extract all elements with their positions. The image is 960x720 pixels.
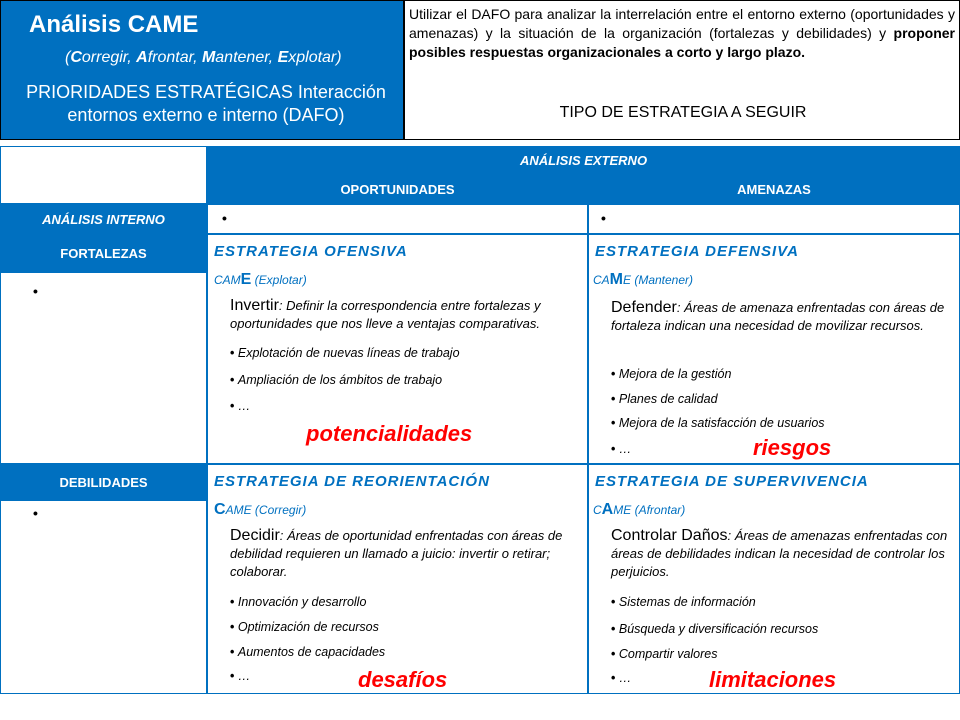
title-box bbox=[0, 0, 404, 140]
offensive-description: Invertir: Definir la correspondencia entre fortalezas y oportunidades que nos lleve a ventajas comparativas. bbox=[230, 297, 541, 331]
survival-description: Controlar Daños: Áreas de amenazas enfrentadas con áreas de debilidades indican la necesidad de controlar los perjuicios. bbox=[611, 527, 948, 579]
reorientation-item-3: • Aumentos de capacidades bbox=[230, 645, 385, 659]
weaknesses-header: DEBILIDADES bbox=[0, 464, 207, 500]
survival-tag: limitaciones bbox=[709, 667, 837, 692]
reorientation-item-1: • Innovación y desarrollo bbox=[230, 595, 366, 609]
opportunities-cell bbox=[207, 204, 588, 234]
survival-strategy-cell bbox=[588, 464, 960, 694]
survival-item-3: • Compartir valores bbox=[611, 647, 718, 661]
strengths-bullet: • bbox=[33, 283, 38, 299]
offensive-tag: potencialidades bbox=[306, 421, 473, 446]
opportunities-bullet: • bbox=[222, 210, 227, 226]
strengths-cell bbox=[0, 272, 207, 464]
survival-item-2: • Búsqueda y diversificación recursos bbox=[611, 622, 818, 636]
title: Análisis CAME bbox=[29, 11, 199, 38]
survival-came: CAME (Afrontar) bbox=[593, 501, 686, 518]
survival-item-4: • … bbox=[611, 671, 631, 685]
defensive-description: Defender: Áreas de amenaza enfrentadas con áreas de fortaleza indican una necesidad de movilizar recursos. bbox=[611, 299, 945, 333]
internal-analysis-header: ANÁLISIS INTERNO bbox=[0, 204, 207, 234]
survival-item-1: • Sistemas de información bbox=[611, 595, 756, 609]
offensive-item-3: • … bbox=[230, 399, 250, 413]
strengths-header: FORTALEZAS bbox=[0, 234, 207, 272]
threats-bullet: • bbox=[601, 210, 606, 226]
intro-box bbox=[404, 0, 960, 140]
reorientation-tag: desafíos bbox=[358, 667, 448, 692]
weaknesses-bullet: • bbox=[33, 505, 38, 521]
defensive-item-2: • Planes de calidad bbox=[611, 392, 718, 406]
weaknesses-cell bbox=[0, 500, 207, 694]
defensive-title: ESTRATEGIA DEFENSIVA bbox=[595, 243, 799, 260]
reorientation-title: ESTRATEGIA DE REORIENTACIÓN bbox=[214, 473, 490, 490]
intro-text: Utilizar el DAFO para analizar la interrelación entre el entorno externo (oportunidades y amenazas) y la situación de la organización (fortalezas y debilidades) y proponer posibles respuestas organizacionales a corto y largo plazo. bbox=[409, 6, 955, 60]
offensive-strategy-cell bbox=[207, 234, 588, 464]
offensive-title: ESTRATEGIA OFENSIVA bbox=[214, 243, 408, 260]
defensive-item-3: • Mejora de la satisfacción de usuarios bbox=[611, 416, 825, 430]
priorities-text: PRIORIDADES ESTRATÉGICAS Interacción entornos externo e interno (DAFO) bbox=[26, 82, 386, 125]
defensive-item-1: • Mejora de la gestión bbox=[611, 367, 731, 381]
offensive-came: CAME (Explotar) bbox=[214, 271, 307, 288]
defensive-strategy-cell bbox=[588, 234, 960, 464]
reorientation-item-2: • Optimización de recursos bbox=[230, 620, 379, 634]
offensive-item-2: • Ampliación de los ámbitos de trabajo bbox=[230, 373, 442, 387]
reorientation-item-4: • … bbox=[230, 669, 250, 683]
left-column-frame bbox=[0, 146, 207, 204]
reorientation-strategy-cell bbox=[207, 464, 588, 694]
reorientation-came: CAME (Corregir) bbox=[214, 501, 307, 518]
threats-header: AMENAZAS bbox=[588, 174, 960, 204]
defensive-tag: riesgos bbox=[753, 435, 832, 460]
survival-title: ESTRATEGIA DE SUPERVIVENCIA bbox=[595, 473, 869, 490]
opportunities-header: OPORTUNIDADES bbox=[207, 174, 588, 204]
reorientation-description: Decidir: Áreas de oportunidad enfrentadas con áreas de debilidad requieren un llamado a juicio: invertir o retirar; colaborar. bbox=[230, 527, 563, 579]
threats-cell bbox=[588, 204, 960, 234]
subtitle: (Corregir, Afrontar, Mantener, Explotar) bbox=[65, 49, 342, 66]
defensive-came: CAME (Mantener) bbox=[593, 271, 694, 288]
strategy-type-heading: TIPO DE ESTRATEGIA A SEGUIR bbox=[559, 104, 807, 121]
defensive-item-4: • … bbox=[611, 442, 631, 456]
offensive-item-1: • Explotación de nuevas líneas de trabajo bbox=[230, 346, 460, 360]
external-analysis-header: ANÁLISIS EXTERNO bbox=[207, 146, 960, 174]
